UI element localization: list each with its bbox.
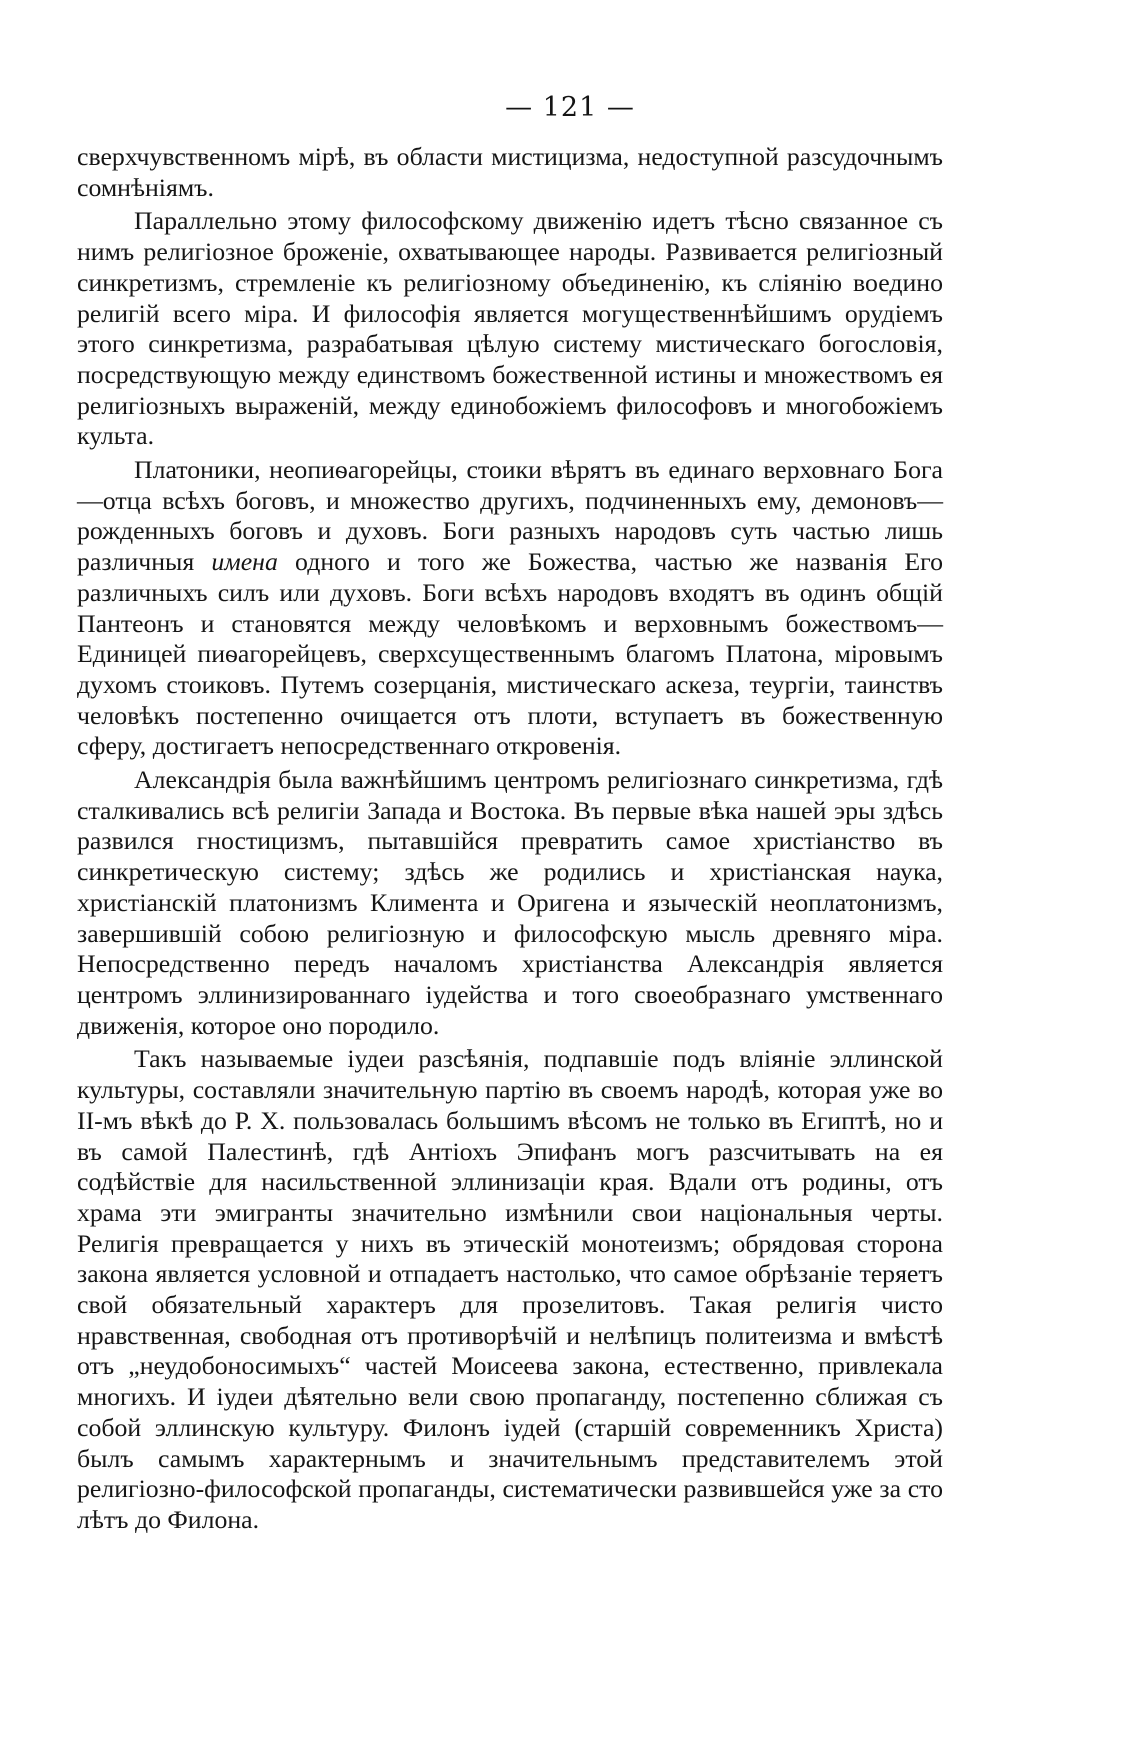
page-number: — 121 — <box>505 92 635 123</box>
paragraph-alexandria: Александрія была важнѣйшимъ центромъ религіознаго синкретизма, гдѣ сталкивались всѣ религіи Запада и Востока. Въ первые вѣка нашей эры здѣсь развился гностицизмъ, пытавшійся превратить самое христіанство въ синкретическую систему; здѣсь же родились и христіанская наука, христіанскій платонизмъ Климента и Оригена и языческій неоплатонизмъ, завершившій собою религіозную и философскую мысль древняго міра. Непосредственно передъ началомъ христіанства Александрія является центромъ эллинизированнаго іудейства и того своеобразнаго умственнаго движенія, которое оно породило. <box>77 765 943 1040</box>
paragraph-platonists-part-1: Платоники, неопиѳагорейцы, стоики вѣрятъ въ единаго верховнаго Бога—отца всѣхъ боговъ, и множество другихъ, подчиненныхъ ему, демоновъ—рожденныхъ боговъ и духовъ. Боги разныхъ народовъ суть частью лишь различныя <box>77 455 943 577</box>
paragraph-diaspora-jews: Такъ называемые іудеи разсѣянія, подпавшіе подъ вліяніе эллинской культуры, составляли значительную партію въ своемъ народѣ, которая уже во II-мъ вѣкѣ до Р. Х. пользовалась большимъ вѣсомъ не только въ Египтѣ, но и въ самой Палестинѣ, гдѣ Антіохъ Эпифанъ могъ разсчитывать на ея содѣйствіе для насильственной эллинизаціи края. Вдали отъ родины, отъ храма эти эмигранты значительно измѣнили свои національныя черты. Религія превращается у нихъ въ этическій монотеизмъ; обрядовая сторона закона является условной и отпадаетъ настолько, что самое обрѣзаніе теряетъ свой обязательный характеръ для прозелитовъ. Такая религія чисто нравственная, свободная отъ противорѣчій и нелѣпицъ политеизма и вмѣстѣ отъ „неудобоносимыхъ“ частей Моисеева закона, естественно, привлекала многихъ. И іудеи дѣятельно вели свою пропаганду, постепенно сближая съ собой эллинскую культуру. Филонъ іудей (старшій современникъ Христа) былъ самымъ характернымъ и значительнымъ представителемъ этой религіозно-философской пропаганды, систематически развившейся уже за сто лѣтъ до Филона. <box>77 1044 943 1534</box>
paragraph-religious-syncretism: Параллельно этому философскому движенію идетъ тѣсно связанное съ нимъ религіозное броженіе, охватывающее народы. Развивается религіозный синкретизмъ, стремленіе къ религіозному объединенію, къ сліянію воедино религій всего міра. И философія является могущественнѣйшимъ орудіемъ этого синкретизма, разрабатывая цѣлую систему мистическаго богословія, посредствующую между единствомъ божественной истины и множествомъ ея религіозныхъ выраженій, между единобожіемъ философовъ и многобожіемъ культа. <box>77 206 943 451</box>
paragraph-continuation: сверхчувственномъ мірѣ, въ области мистицизма, недоступной разсудочнымъ сомнѣніямъ. <box>77 142 943 202</box>
italic-word-names: имена <box>211 547 278 577</box>
body-text <box>77 142 943 1536</box>
paragraph-platonists <box>77 455 943 762</box>
paragraph-platonists-part-2: одного и того же Божества, частью же названія Его различныхъ силъ или духовъ. Боги всѣхъ народовъ входятъ въ одинъ общій Пантеонъ и становятся между человѣкомъ и верховнымъ божествомъ—Единицей пиѳагорейцевъ, сверхсущественнымъ благомъ Платона, міровымъ духомъ стоиковъ. Путемъ созерцанія, мистическаго аскеза, теургіи, таинствъ человѣкъ постепенно очищается отъ плоти, вступаетъ въ божественную сферу, достигаетъ непосредственнаго откровенія. <box>77 547 943 761</box>
